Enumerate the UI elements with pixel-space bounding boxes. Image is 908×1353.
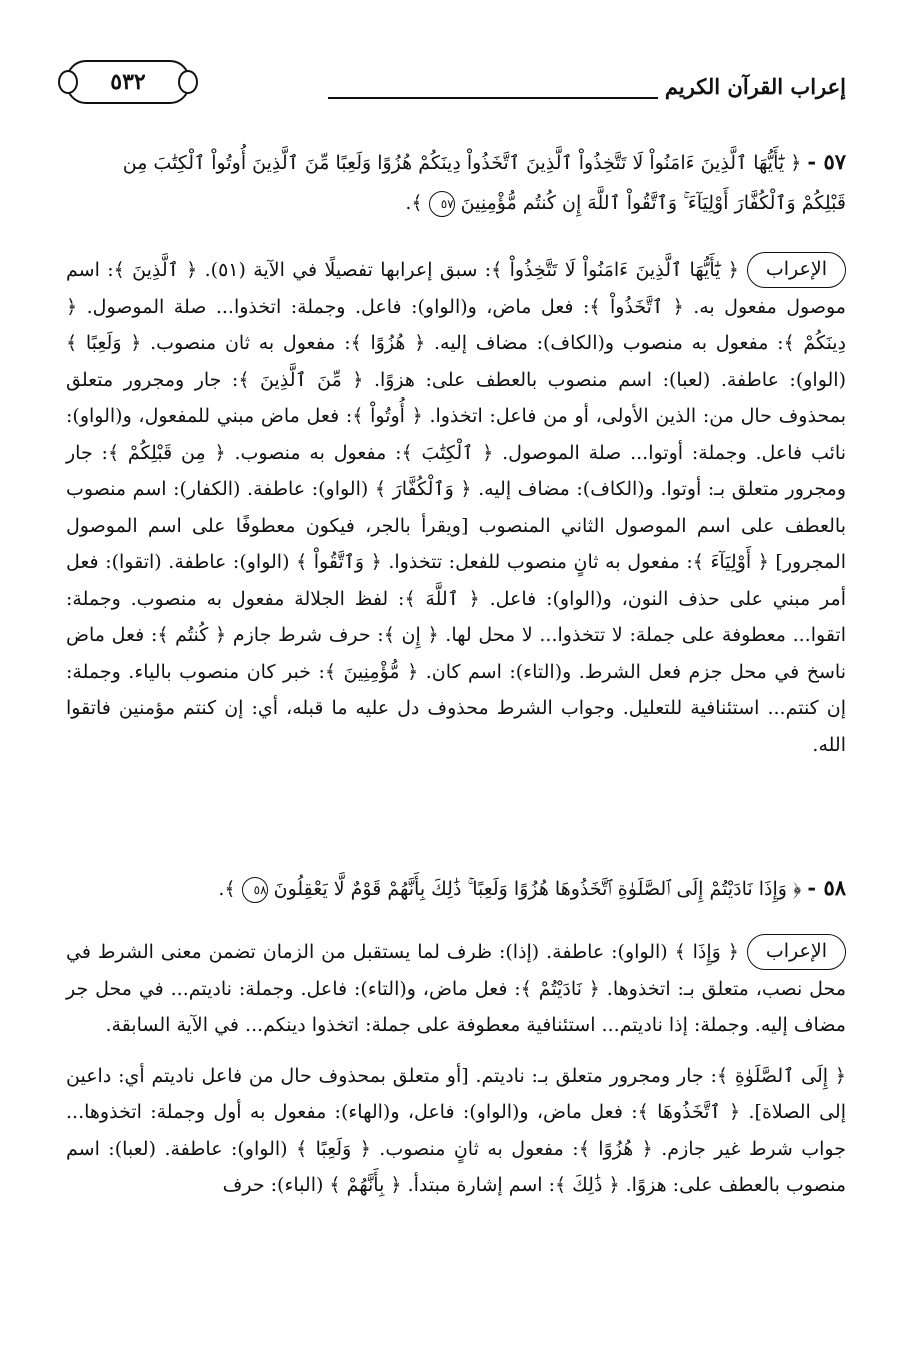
page-header [66,52,846,112]
verse-close-bracket: ﴾. [218,878,236,900]
verse-57-line-1 [70,142,846,183]
irab-section-58 [66,934,846,1204]
ayah-number-marker: ٥٧ [429,191,455,217]
ayah-number-marker: ٥٨ [242,877,268,903]
book-title: إعراب القرآن الكريم [664,74,846,99]
verse-text: ﴿ وَإِذَا نَادَيْتُمْ إِلَى ٱلصَّلَوٰةِ ٱتَّخَذُوهَا هُزُوًا وَلَعِبًا ۚ ذَٰلِكَ بِأَنَّهُمْ قَوْمٌ لَّا يَعْقِلُونَ [273,878,802,900]
verse-text: ﴿ يَٰٓأَيُّهَا ٱلَّذِينَ ءَامَنُواْ لَا تَتَّخِذُواْ ٱلَّذِينَ ٱتَّخَذُواْ دِينَكُمْ هُزُوًا وَلَعِبًا مِّنَ ٱلَّذِينَ أُوتُواْ ٱلْكِتَٰبَ مِن [122,152,802,174]
verse-58 [70,868,846,909]
irab-text: ﴿ يَٰٓأَيُّهَا ٱلَّذِينَ ءَامَنُواْ لَا تَتَّخِذُواْ ﴾: سبق إعرابها تفصيلًا في الآية (٥١). ﴿ ٱلَّذِينَ ﴾: اسم موصول مفعول به. ﴿ ٱتَّخَذُواْ ﴾: فعل ماض، و(الواو): فاعل. وجملة: اتخذوا... صلة الموصول. ﴿ دِينَكُمْ ﴾: مفعول به منصوب و(الكاف): مضاف إليه. ﴿ هُزُوًا ﴾: مفعول به ثان منصوب. ﴿ وَلَعِبًا ﴾ (الواو): عاطفة. (لعبا): اسم منصوب بالعطف على: هزوًا. ﴿ مِّنَ ٱلَّذِينَ ﴾: جار ومجرور متعلق بمحذوف حال من: الذين الأولى، أو من فاعل: اتخذوا. ﴿ أُوتُواْ ﴾: فعل ماض مبني للمفعول، و(الواو): نائب فاعل. وجملة: أوتوا... صلة الموصول. ﴿ ٱلْكِتَٰبَ ﴾: مفعول به منصوب. ﴿ مِن قَبْلِكُمْ ﴾: جار ومجرور متعلق بـ: أوتوا. و(الكاف): مضاف إليه. ﴿ وَٱلْكُفَّارَ ﴾ (الواو): عاطفة. (الكفار): اسم منصوب بالعطف على اسم الموصول الثاني المنصوب [ويقرأ بالجر، فيكون معطوفًا على اسم الموصول المجرور] ﴿ أَوْلِيَآءَ ﴾: مفعول به ثانٍ منصوب للفعل: تتخذوا. ﴿ وَٱتَّقُواْ ﴾ (الواو): عاطفة. (اتقوا): فعل أمر مبني على حذف النون، و(الواو): فاعل. ﴿ ٱللَّهَ ﴾: لفظ الجلالة مفعول به منصوب. وجملة: اتقوا... معطوفة على جملة: لا تتخذوا... لا محل لها. ﴿ إِن ﴾: حرف شرط جازم ﴿ كُنتُم ﴾: فعل ماض ناسخ في محل جزم فعل الشرط. و(التاء): اسم كان. ﴿ مُّؤْمِنِينَ ﴾: خبر كان منصوب بالياء. وجملة: إن كنتم... استئنافية للتعليل. وجواب الشرط محذوف دل عليه ما قبله، أي: إن كنتم مؤمنين فاتقوا الله. [66,259,846,756]
verse-text-continued: قَبْلِكُمْ وَٱلْكُفَّارَ أَوْلِيَآءَ ۚ وَٱتَّقُواْ ٱللَّهَ إِن كُنتُم مُّؤْمِنِينَ [460,192,846,214]
page-number: ٥٣٢ [66,60,190,104]
irab-section-57 [66,252,846,763]
irab-text: ﴿ وَإِذَا ﴾ (الواو): عاطفة. (إذا): ظرف لما يستقبل من الزمان تضمن معنى الشرط في محل نصب، متعلق بـ: اتخذوها. ﴿ نَادَيْتُمْ ﴾: فعل ماض، و(التاء): فاعل. وجملة: ناديتم... في محل جر مضاف إليه. وجملة: إذا ناديتم... استئنافية معطوفة على جملة: اتخذوا دينكم... في الآية السابقة. [66,941,846,1036]
verse-close-bracket: ﴾. [405,192,423,214]
verse-number: ٥٧ - [807,149,846,174]
verse-57-line-2 [70,183,846,223]
irab-text-continued: ﴿ إِلَى ٱلصَّلَوٰةِ ﴾: جار ومجرور متعلق بـ: ناديتم. [أو متعلق بمحذوف حال من فاعل ناديتم أي: داعين إلى الصلاة]. ﴿ ٱتَّخَذُوهَا ﴾: فعل ماض، و(الواو): فاعل، و(الهاء): مفعول به أول وجملة: اتخذوها... جواب شرط غير جازم. ﴿ هُزُوًا ﴾: مفعول به ثانٍ منصوب. ﴿ وَلَعِبًا ﴾ (الواو): عاطفة. (لعبا): اسم منصوب بالعطف على: هزوًا. ﴿ ذَٰلِكَ ﴾: اسم إشارة مبتدأ. ﴿ بِأَنَّهُمْ ﴾ (الباء): حرف [66,1064,846,1196]
header-divider [328,97,658,99]
irab-label: الإعراب [747,252,846,288]
verse-number: ٥٨ - [807,875,846,900]
irab-label: الإعراب [747,934,846,970]
verse-57 [70,142,846,223]
